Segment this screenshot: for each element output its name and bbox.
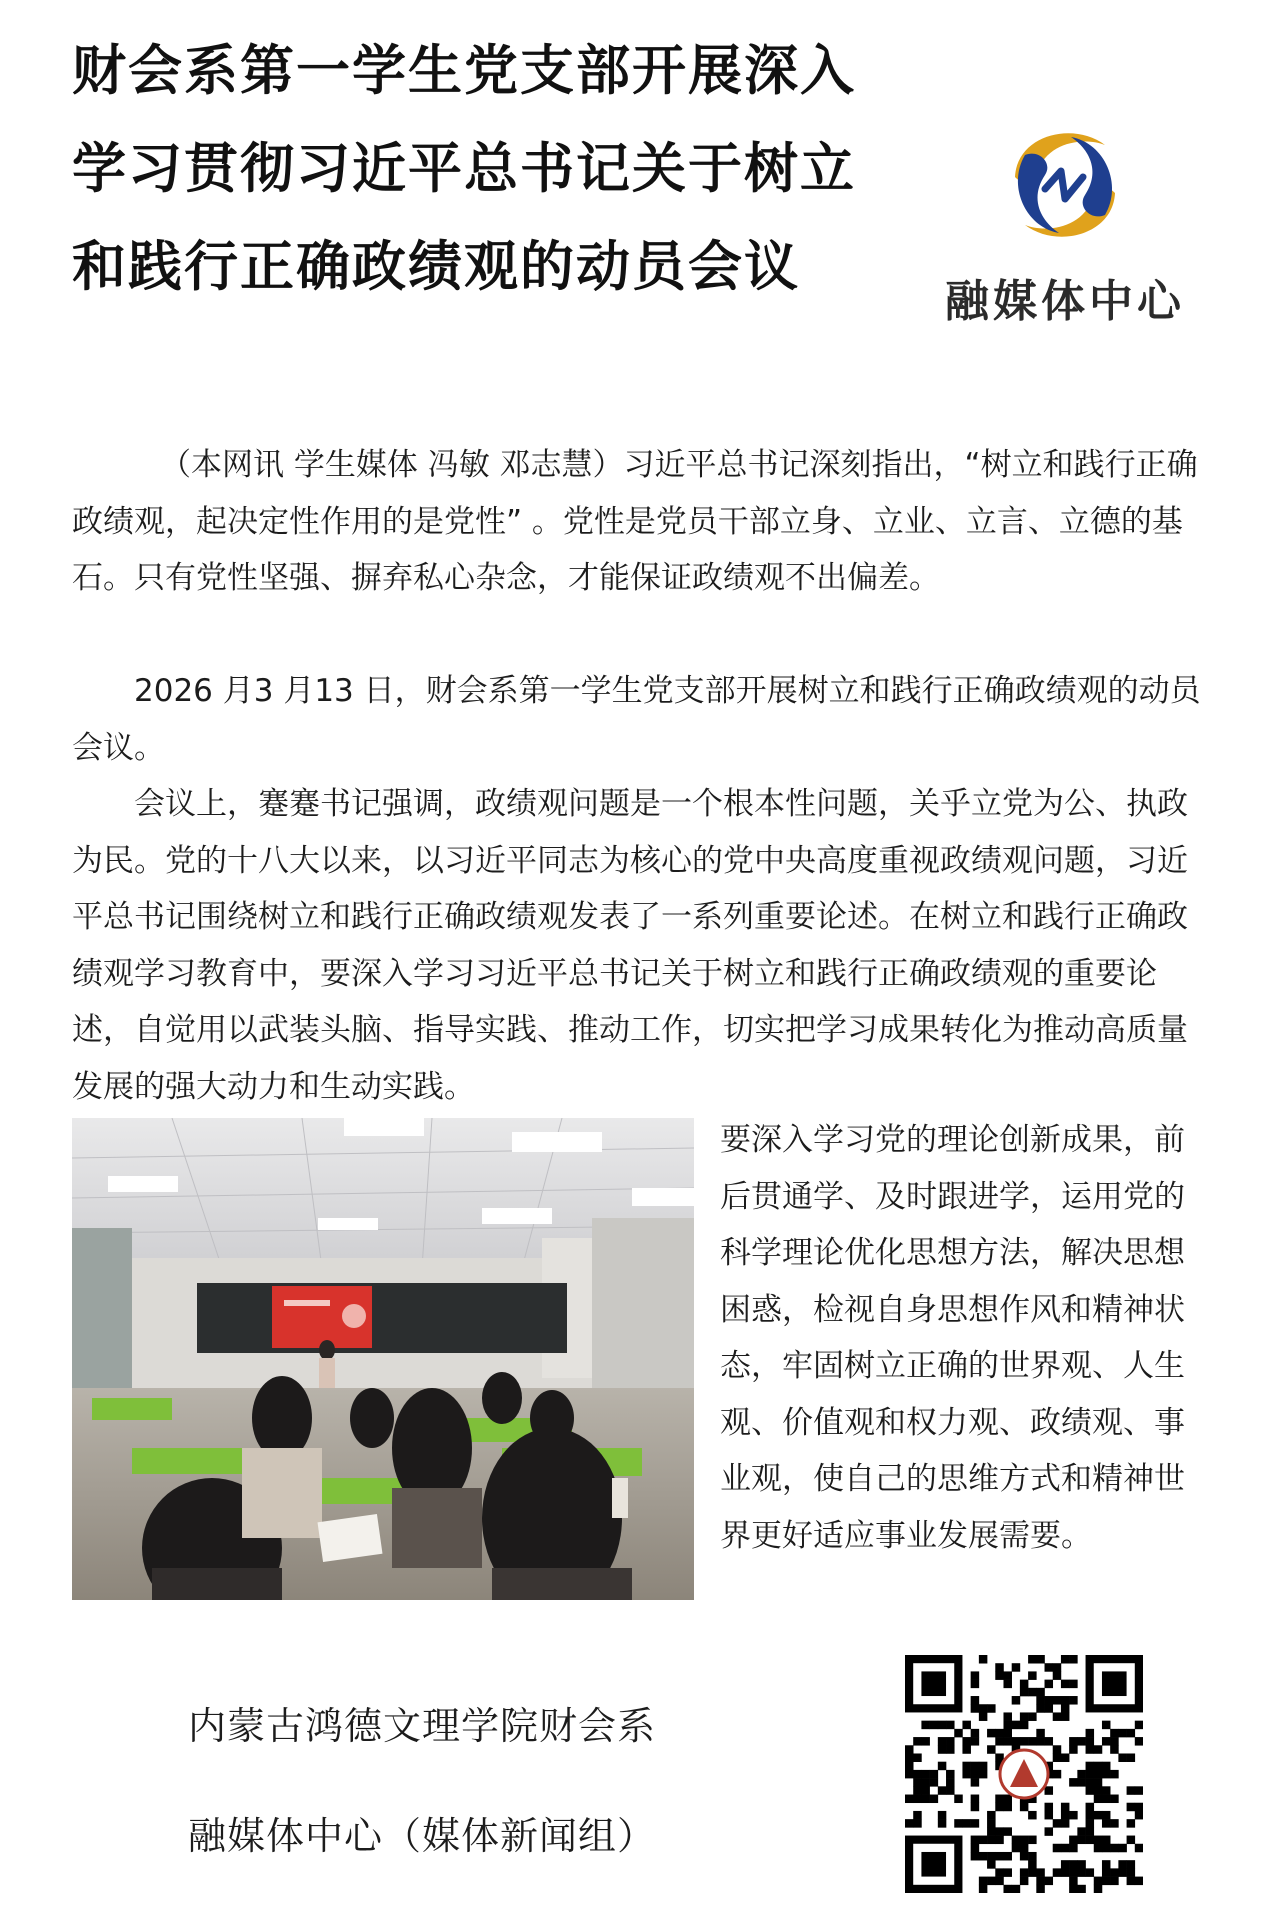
classroom-photo-illustration [72, 1118, 694, 1600]
footer-organization: 内蒙古鸿德文理学院财会系 [188, 1704, 657, 1748]
article-paragraph-3: 会议上，蹇蹇书记强调，政绩观问题是一个根本性问题，关乎立党为公、执政为民。党的十八大以来，以习近平同志为核心的党中央高度重视政绩观问题，习近平总书记围绕树立和践行正确政绩观发表了一系列重要论述。在树立和践行正确政绩观学习教育中，要深入学习习近平总书记关于树立和践行正确政绩观的重要论述，自觉用以武装头脑、指导实践、推动工作，切实把学习成果转化为推动高质量发展的强大动力和生动实践。 [72, 786, 1188, 1105]
media-center-logo-icon [995, 115, 1135, 255]
media-center-logo [915, 115, 1215, 345]
qr-code-graphic [905, 1655, 1143, 1893]
article-title: 财会系第一学生党支部开展深入学习贯彻习近平总书记关于树立和践行正确政绩观的动员会议 [72, 39, 856, 298]
meeting-photo [72, 1118, 694, 1600]
article-paragraph-2: 2026 月3 月13 日，财会系第一学生党支部开展树立和践行正确政绩观的动员会议。 [72, 673, 1201, 766]
footer-department: 融媒体中心（媒体新闻组） [188, 1814, 657, 1858]
article-side-paragraph: 要深入学习党的理论创新成果，前后贯通学、及时跟进学，运用党的科学理论优化思想方法，解决思想困惑，检视自身思想作风和精神状态，牢固树立正确的世界观、人生观、价值观和权力观、政绩观、事业观，使自己的思维方式和精神世界更好适应事业发展需要。 [720, 1122, 1185, 1554]
qr-code-icon [905, 1655, 1143, 1893]
logo-text: 融媒体中心 [945, 276, 1185, 327]
article-paragraph-1: （本网讯 学生媒体 冯敏 邓志慧）习近平总书记深刻指出，“树立和践行正确政绩观，起决定性作用的是党性” 。党性是党员干部立身、立业、立言、立德的基石。只有党性坚强、摒弃私心杂念，才能保证政绩观不出偏差。 [72, 447, 1198, 596]
